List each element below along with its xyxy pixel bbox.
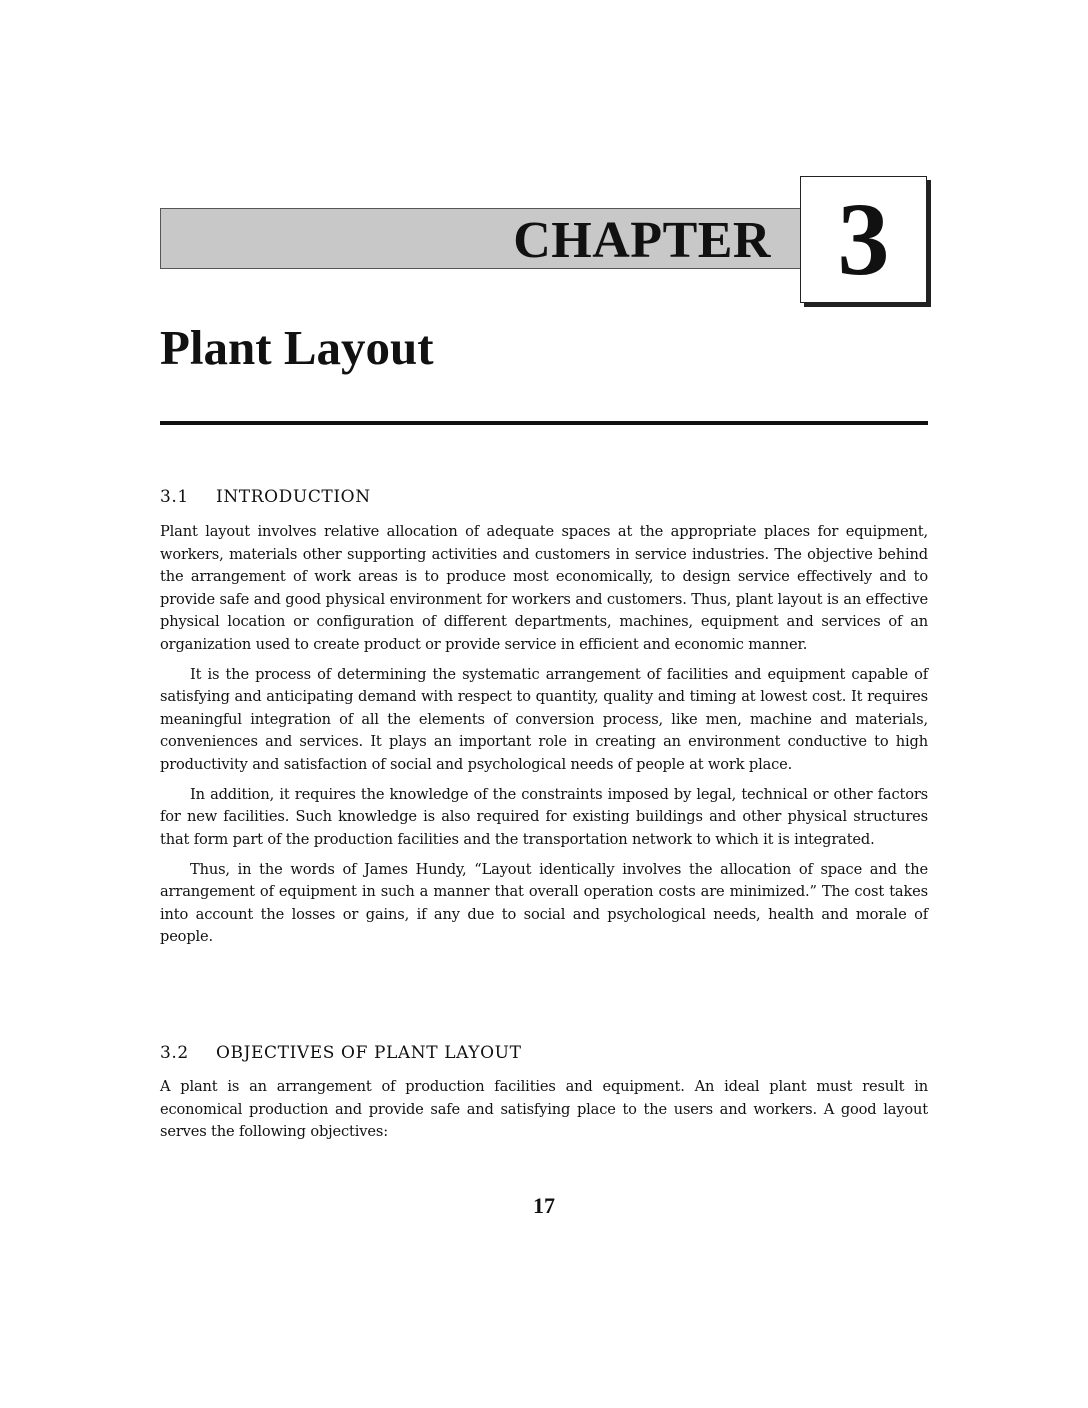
- section-title: OBJECTIVES OF PLANT LAYOUT: [216, 1043, 522, 1063]
- paragraph: It is the process of determining the systematic arrangement of facilities and equipment capable of satisfying and anticipating demand with respect to quantity, quality and timing at lowest cost. It requires meaningful integration of all the elements of conversion process, like men, machine and materials, conveniences and services. It plays an important role in creating an environment conductive to high productivity and satisfaction of social and psychological needs of people at work place.: [160, 665, 928, 773]
- section-number: 3.1: [160, 487, 189, 507]
- chapter-title: Plant Layout: [160, 320, 434, 375]
- paragraph: In addition, it requires the knowledge of the constraints imposed by legal, technical or other factors for new facilities. Such knowledge is also required for existing buildings and other physical structures that form part of the production facilities and the transportation network to which it is integrated.: [160, 785, 928, 848]
- section-body-objectives: [160, 1076, 928, 1151]
- paragraph: Plant layout involves relative allocation of adequate spaces at the appropriate places for equipment, workers, materials other supporting activities and customers in service industries. The objective behind the arrangement of work areas is to produce most economically, to design service effectively and to provide safe and good physical environment for workers and customers. Thus, plant layout is an effective physical location or configuration of different departments, machines, equipment and services of an organization used to create product or provide service in efficient and economic manner.: [160, 523, 928, 653]
- paragraph: A plant is an arrangement of production facilities and equipment. An ideal plant must result in economical production and provide safe and satisfying place to the users and workers. A good layout serves the following objectives:: [160, 1078, 928, 1140]
- section-number: 3.2: [160, 1043, 189, 1063]
- chapter-word: CHAPTER: [513, 212, 771, 269]
- section-title: INTRODUCTION: [216, 487, 371, 507]
- chapter-label-band: [160, 208, 810, 269]
- title-rule: [160, 421, 928, 425]
- section-heading-introduction: [160, 486, 371, 508]
- section-body-introduction: [160, 521, 928, 956]
- section-heading-objectives: [160, 1042, 522, 1064]
- chapter-number: 3: [837, 182, 890, 297]
- chapter-number-box: [800, 176, 927, 303]
- paragraph: Thus, in the words of James Hundy, “Layout identically involves the allocation of space and the arrangement of equipment in such a manner that overall operation costs are minimized.” The cost takes into account the losses or gains, if any due to social and psychological needs, health and morale of people.: [160, 860, 928, 945]
- page-number: 17: [533, 1193, 555, 1218]
